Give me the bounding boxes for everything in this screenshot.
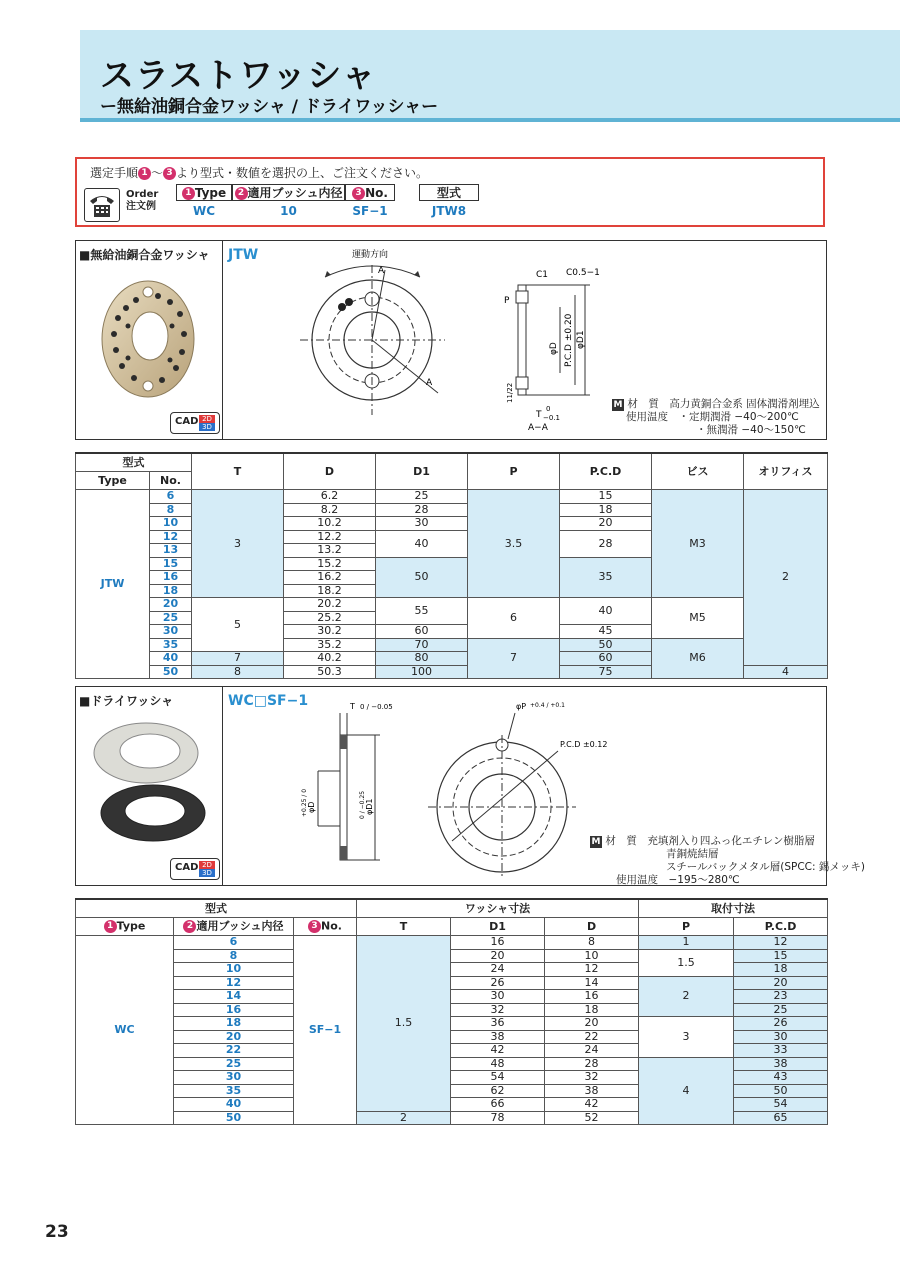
table-cell: No. xyxy=(150,472,192,490)
order-field-no: 3 No. xyxy=(345,184,395,201)
table-cell: 14 xyxy=(174,990,294,1004)
table-cell: 2 適用ブッシュ内径 xyxy=(174,918,294,936)
table-cell: 38 xyxy=(451,1030,545,1044)
table-cell: 23 xyxy=(734,990,828,1004)
table-cell: 10 xyxy=(174,963,294,977)
svg-text:φD1: φD1 xyxy=(576,330,586,349)
table-cell: 25.2 xyxy=(284,611,376,625)
table-cell: 8 xyxy=(150,503,192,517)
table-cell: M5 xyxy=(652,598,744,639)
table-row xyxy=(76,638,828,652)
table-cell: 50 xyxy=(174,1111,294,1125)
table-row xyxy=(76,936,828,950)
step-1-badge: 1 xyxy=(138,167,151,180)
svg-text:φP: φP xyxy=(516,702,527,711)
table-cell: 15 xyxy=(560,490,652,504)
table-cell: 30 xyxy=(451,990,545,1004)
table-cell: 1 xyxy=(639,936,734,950)
table-cell: 25 xyxy=(734,1003,828,1017)
table-cell: P xyxy=(468,453,560,490)
table-cell: 66 xyxy=(451,1098,545,1112)
table-cell: 20 xyxy=(451,949,545,963)
table-cell: 18 xyxy=(545,1003,639,1017)
table-cell: 12 xyxy=(174,976,294,990)
table-row xyxy=(76,949,828,963)
table-cell: 1.5 xyxy=(639,949,734,976)
table-cell: D xyxy=(545,918,639,936)
svg-text:P.C.D ±0.12: P.C.D ±0.12 xyxy=(560,740,608,749)
table-cell: 20 xyxy=(150,598,192,612)
table-cell: 4 xyxy=(639,1057,734,1125)
table-cell: 16 xyxy=(545,990,639,1004)
wc-cad-badge[interactable]: CAD 2D 3D xyxy=(170,858,220,880)
jtw-photo xyxy=(98,278,198,400)
table-cell: 13 xyxy=(150,544,192,558)
table-cell: 型式 xyxy=(76,899,357,918)
order-value-katashiki: JTW8 xyxy=(431,204,467,218)
table-row xyxy=(76,453,828,472)
table-cell: 30.2 xyxy=(284,625,376,639)
table-cell: 2 xyxy=(639,976,734,1017)
table-cell: 35 xyxy=(150,638,192,652)
table-cell: 18 xyxy=(150,584,192,598)
table-cell: 32 xyxy=(545,1071,639,1085)
table-cell: 6 xyxy=(150,490,192,504)
table-cell: 60 xyxy=(560,652,652,666)
table-cell: 20 xyxy=(560,517,652,531)
table-cell: 16 xyxy=(174,1003,294,1017)
table-cell: 75 xyxy=(560,665,652,679)
table-cell: 型式 xyxy=(76,453,192,472)
table-cell: 8 xyxy=(192,665,284,679)
table-cell: 20.2 xyxy=(284,598,376,612)
table-cell: 30 xyxy=(734,1030,828,1044)
table-row xyxy=(76,598,828,612)
table-cell: 12 xyxy=(545,963,639,977)
phone-icon xyxy=(84,188,120,222)
table-cell: 8 xyxy=(174,949,294,963)
wc-material: M 材 質 充填剤入り四ふっ化エチレン樹脂層 青銅焼結層 スチールバックメタル層(SPCC: 錫メッキ) 使用温度 −195〜280℃ xyxy=(591,835,865,886)
table-cell: 45 xyxy=(560,625,652,639)
table-cell: 6 xyxy=(468,598,560,639)
table-cell: 42 xyxy=(451,1044,545,1058)
jtw-cad-badge[interactable]: CAD 2D 3D xyxy=(170,412,220,434)
table-cell: 52 xyxy=(545,1111,639,1125)
svg-text:0 / −0.05: 0 / −0.05 xyxy=(360,703,393,711)
table-cell: 50 xyxy=(560,638,652,652)
svg-text:A−A: A−A xyxy=(528,423,548,433)
table-cell: 30 xyxy=(376,517,468,531)
wc-spec-table xyxy=(75,898,828,1125)
table-cell: 48 xyxy=(451,1057,545,1071)
table-cell: 1 Type xyxy=(76,918,174,936)
table-cell: 28 xyxy=(560,530,652,557)
svg-text:A: A xyxy=(378,266,385,276)
table-row xyxy=(76,490,828,504)
table-cell: 6.2 xyxy=(284,490,376,504)
jtw-material: M 材 質 高力黄銅合金系 固体潤滑剤埋込 使用温度 ・定期潤滑 −40〜200℃ ・無潤滑 −40〜150℃ xyxy=(613,398,820,436)
table-cell: 15 xyxy=(734,949,828,963)
table-cell: 3 xyxy=(639,1017,734,1058)
table-cell: 38 xyxy=(734,1057,828,1071)
step-3-badge: 3 xyxy=(163,167,176,180)
table-cell: 18 xyxy=(734,963,828,977)
table-cell: 43 xyxy=(734,1071,828,1085)
table-cell: 54 xyxy=(451,1071,545,1085)
wc-code: WC□SF−1 xyxy=(228,693,309,709)
table-cell: 62 xyxy=(451,1084,545,1098)
table-cell: 28 xyxy=(376,503,468,517)
table-cell: 65 xyxy=(734,1111,828,1125)
table-cell: 取付寸法 xyxy=(639,899,828,918)
table-cell: 36 xyxy=(451,1017,545,1031)
svg-text:0 / −0.25: 0 / −0.25 xyxy=(359,790,366,819)
table-cell: 10 xyxy=(150,517,192,531)
svg-text:A: A xyxy=(426,378,433,388)
table-cell: 12 xyxy=(150,530,192,544)
table-cell: 25 xyxy=(376,490,468,504)
svg-text:C0.5−1: C0.5−1 xyxy=(566,268,600,278)
table-cell: D1 xyxy=(451,918,545,936)
table-cell: 10 xyxy=(545,949,639,963)
table-cell: 22 xyxy=(174,1044,294,1058)
table-row xyxy=(76,1057,828,1071)
table-cell: 26 xyxy=(734,1017,828,1031)
table-cell: 14 xyxy=(545,976,639,990)
table-cell: 32 xyxy=(451,1003,545,1017)
table-cell: D1 xyxy=(376,453,468,490)
table-cell: 50 xyxy=(734,1084,828,1098)
table-cell: 5 xyxy=(192,598,284,652)
table-cell: M6 xyxy=(652,638,744,679)
table-row xyxy=(76,918,828,936)
table-cell: T xyxy=(192,453,284,490)
table-cell: 80 xyxy=(376,652,468,666)
table-cell: 28 xyxy=(545,1057,639,1071)
wc-photo xyxy=(88,715,213,845)
table-cell: 16 xyxy=(451,936,545,950)
table-cell: 7 xyxy=(468,638,560,679)
page-number: 23 xyxy=(45,1222,69,1242)
svg-text:0: 0 xyxy=(546,405,551,413)
svg-text:φD1: φD1 xyxy=(365,798,374,815)
table-cell: 10.2 xyxy=(284,517,376,531)
table-cell: 40 xyxy=(376,530,468,557)
header-underline xyxy=(80,118,900,122)
table-cell: 25 xyxy=(150,611,192,625)
table-cell: T xyxy=(357,918,451,936)
svg-text:φD: φD xyxy=(307,801,316,813)
table-cell: 12.2 xyxy=(284,530,376,544)
order-value-bush: 10 xyxy=(280,204,297,218)
table-cell: 16.2 xyxy=(284,571,376,585)
table-cell: オリフィス xyxy=(744,453,828,490)
wc-panel-title: ■ドライワッシャ xyxy=(79,694,174,708)
order-value-no: SF−1 xyxy=(352,204,388,218)
order-field-type: 1 Type xyxy=(176,184,232,201)
table-cell: 35 xyxy=(174,1084,294,1098)
table-cell: 26 xyxy=(451,976,545,990)
order-field-katashiki: 型式 xyxy=(419,184,479,201)
motion-label: 運動方向 xyxy=(352,250,389,260)
table-cell: 1.5 xyxy=(357,936,451,1112)
svg-text:+0.25 / 0: +0.25 / 0 xyxy=(301,788,308,817)
table-cell: 78 xyxy=(451,1111,545,1125)
svg-text:−0.1: −0.1 xyxy=(543,414,560,422)
jtw-type-cell: JTW xyxy=(76,490,150,679)
order-instruction: 選定手順 1 ～ 3 より型式・数値を選択の上、ご注文ください。 xyxy=(90,166,429,180)
table-cell: 35.2 xyxy=(284,638,376,652)
table-cell: 24 xyxy=(545,1044,639,1058)
table-cell: 8.2 xyxy=(284,503,376,517)
table-cell: 12 xyxy=(734,936,828,950)
svg-text:C1: C1 xyxy=(536,270,549,280)
jtw-code: JTW xyxy=(228,247,259,263)
table-cell: 60 xyxy=(376,625,468,639)
table-cell: 18 xyxy=(174,1017,294,1031)
table-cell: 20 xyxy=(545,1017,639,1031)
table-cell: 2 xyxy=(357,1111,451,1125)
table-cell: 40 xyxy=(174,1098,294,1112)
table-cell: D xyxy=(284,453,376,490)
table-cell: 18.2 xyxy=(284,584,376,598)
table-cell: 55 xyxy=(376,598,468,625)
table-cell: 50 xyxy=(150,665,192,679)
page-title: スラストワッシャ xyxy=(100,56,377,96)
svg-text:P.C.D ±0.20: P.C.D ±0.20 xyxy=(564,313,574,367)
table-cell: 35 xyxy=(560,557,652,598)
svg-text:T: T xyxy=(350,702,355,711)
table-cell: 40 xyxy=(560,598,652,625)
table-cell: 24 xyxy=(451,963,545,977)
table-cell: 18 xyxy=(560,503,652,517)
table-cell: 40.2 xyxy=(284,652,376,666)
table-cell: 50 xyxy=(376,557,468,598)
table-row xyxy=(76,899,828,918)
order-field-bush: 2 適用ブッシュ内径 xyxy=(232,184,345,201)
svg-text:P: P xyxy=(504,296,510,306)
svg-text:11/22: 11/22 xyxy=(506,382,514,403)
jtw-spec-table xyxy=(75,452,828,679)
table-cell: 8 xyxy=(545,936,639,950)
table-cell: 22 xyxy=(545,1030,639,1044)
table-cell: 20 xyxy=(734,976,828,990)
wc-type-cell: WC xyxy=(76,936,174,1125)
order-label: Order 注文例 xyxy=(126,189,159,212)
table-cell: 33 xyxy=(734,1044,828,1058)
table-cell: 30 xyxy=(150,625,192,639)
table-cell: 3 xyxy=(192,490,284,598)
table-cell: 50.3 xyxy=(284,665,376,679)
svg-text:+0.4 / +0.1: +0.4 / +0.1 xyxy=(530,702,565,709)
table-cell: 20 xyxy=(174,1030,294,1044)
jtw-drawing xyxy=(290,245,620,435)
table-cell: M3 xyxy=(652,490,744,598)
table-cell: 40 xyxy=(150,652,192,666)
order-value-type: WC xyxy=(192,204,216,218)
svg-text:φD: φD xyxy=(549,342,559,355)
table-cell: 100 xyxy=(376,665,468,679)
table-row xyxy=(76,976,828,990)
table-cell: 54 xyxy=(734,1098,828,1112)
table-cell: ワッシャ寸法 xyxy=(357,899,639,918)
table-cell: 7 xyxy=(192,652,284,666)
table-cell: 13.2 xyxy=(284,544,376,558)
table-cell: 3 No. xyxy=(294,918,357,936)
wc-drawing xyxy=(290,695,610,880)
table-cell: 42 xyxy=(545,1098,639,1112)
table-cell: 16 xyxy=(150,571,192,585)
table-cell: 3.5 xyxy=(468,490,560,598)
table-cell: 25 xyxy=(174,1057,294,1071)
table-cell: 15.2 xyxy=(284,557,376,571)
table-cell: P xyxy=(639,918,734,936)
svg-text:T: T xyxy=(536,410,542,420)
jtw-panel-title: ■無給油銅合金ワッシャ xyxy=(79,248,210,262)
table-cell: P.C.D xyxy=(560,453,652,490)
table-cell: P.C.D xyxy=(734,918,828,936)
page-subtitle: ー無給油銅合金ワッシャ / ドライワッシャー xyxy=(100,97,439,117)
table-cell: 15 xyxy=(150,557,192,571)
table-cell: 6 xyxy=(174,936,294,950)
table-cell: 38 xyxy=(545,1084,639,1098)
table-cell: ビス xyxy=(652,453,744,490)
table-cell: 2 xyxy=(744,490,828,666)
table-cell: 70 xyxy=(376,638,468,652)
table-cell: Type xyxy=(76,472,150,490)
table-row xyxy=(76,1017,828,1031)
wc-no-cell: SF−1 xyxy=(294,936,357,1125)
table-cell: 4 xyxy=(744,665,828,679)
table-cell: 30 xyxy=(174,1071,294,1085)
